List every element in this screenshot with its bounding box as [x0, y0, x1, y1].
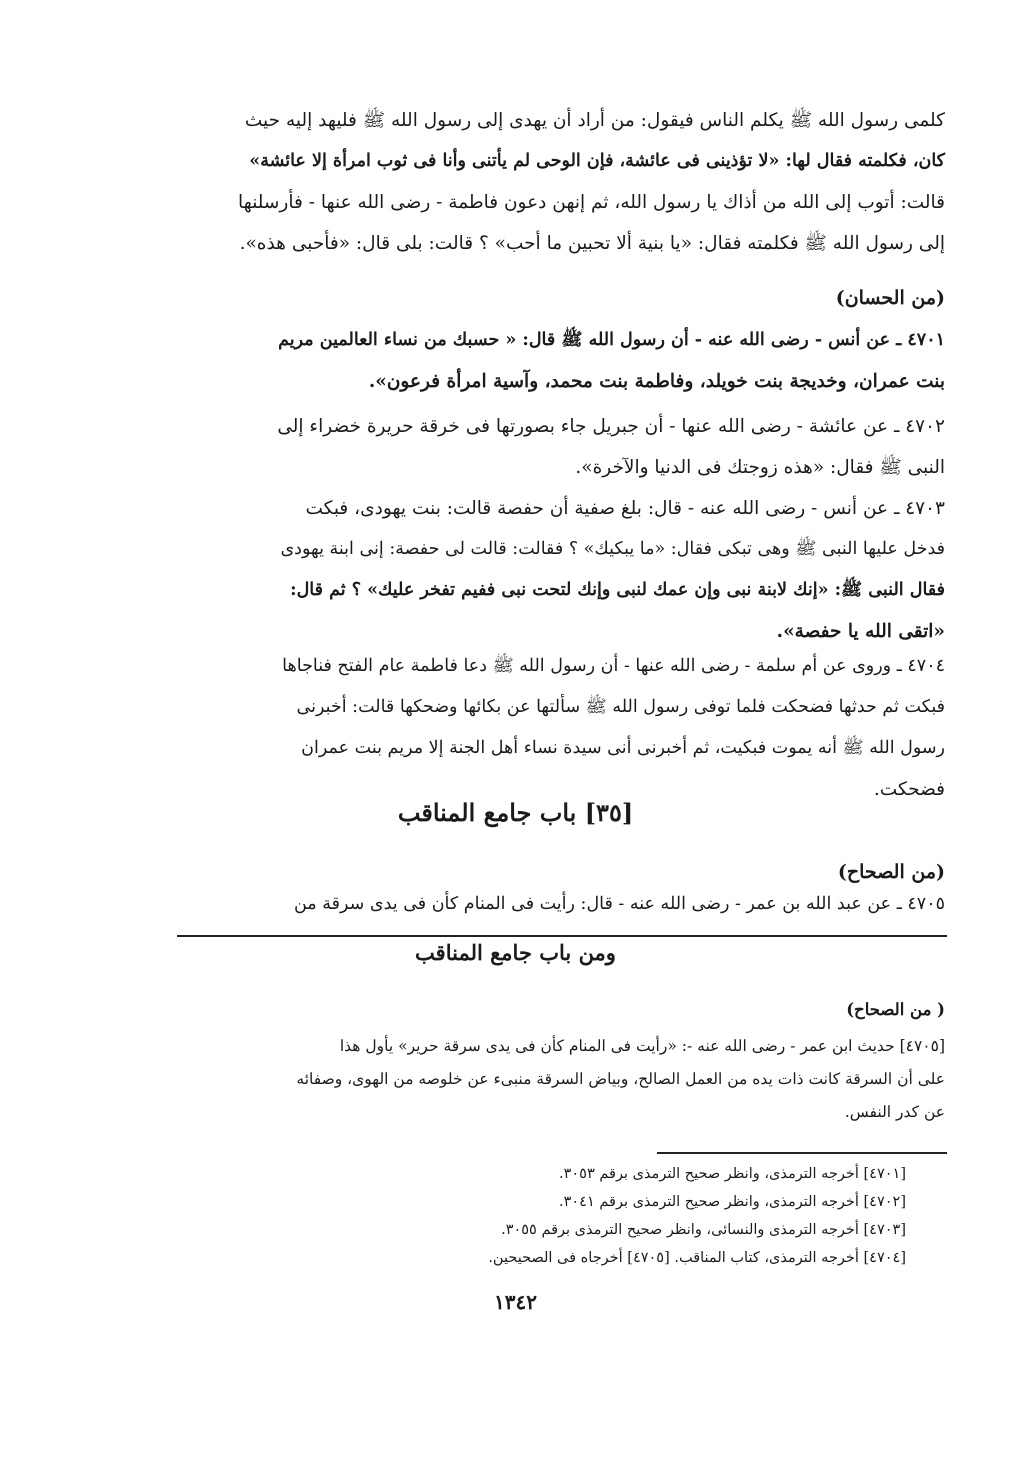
text-line: ٤٧٠٤ ـ وروى عن أم سلمة - رضى الله عنها - أن رسول الله ﷺ دعا فاطمة عام الفتح فناجاها: [282, 656, 945, 676]
commentary: [185, 1030, 945, 1129]
footnote: [٤٧٠٢] أخرجه الترمذى، وانظر صحيح الترمذى برقم ٣٠٤١.: [558, 1194, 906, 1210]
text-line: على أن السرقة كانت ذات يده من العمل الصالح، وبياض السرقة منبىء عن خلوصه من الهوى، وصفائه: [296, 1070, 945, 1088]
hadith-4702: [185, 406, 945, 488]
commentary-sahah-label: ( من الصحاح): [846, 1000, 945, 1019]
text-line: عن كدر النفس.: [844, 1103, 945, 1121]
text-line: [٤٧٠٥] حديث ابن عمر - رضى الله عنه -: «رأيت فى المنام كأن فى يدى سرقة حرير» يأول هذا: [339, 1037, 945, 1055]
footnote-divider: [657, 1152, 947, 1154]
text-line: بنت عمران، وخديجة بنت خويلد، وفاطمة بنت محمد، وآسية امرأة فرعون».: [368, 371, 945, 392]
divider: [177, 935, 947, 937]
text-line: ٤٧٠١ ـ عن أنس - رضى الله عنه - أن رسول الله ﷺ قال: « حسبك من نساء العالمين مريم: [278, 330, 945, 350]
text-line: قالت: أتوب إلى الله من أذاك يا رسول الله، ثم إنهن دعون فاطمة - رضى الله عنها - فأرسلنها: [238, 192, 945, 213]
text-line: كلمى رسول الله ﷺ يكلم الناس فيقول: من أراد أن يهدى إلى رسول الله ﷺ فليهد إليه حيث: [244, 110, 945, 131]
text-line: ٤٧٠٥ ـ عن عبد الله بن عمر - رضى الله عنه - قال: رأيت فى المنام كأن فى يدى سرقة من: [293, 894, 945, 914]
section-hasan-label: (من الحسان): [835, 287, 945, 309]
text-line: ٤٧٠٢ ـ عن عائشة - رضى الله عنها - أن جبريل جاء بصورتها فى خرقة حريرة خضراء إلى: [277, 416, 945, 437]
hadith-4705: [185, 884, 945, 925]
text-line: فدخل عليها النبى ﷺ وهى تبكى فقال: «ما يبكيك» ؟ فقالت: قالت لى حفصة: إنى ابنة يهودى: [280, 539, 945, 559]
commentary-title: ومن باب جامع المناقب: [415, 940, 616, 965]
footnote: [٤٧٠١] أخرجه الترمذى، وانظر صحيح الترمذى برقم ٣٠٥٣.: [558, 1166, 906, 1182]
hadith-4704: [185, 646, 945, 810]
text-line: فبكت ثم حدثها فضحكت فلما توفى رسول الله ﷺ سألتها عن بكائها وضحكها قالت: أخبرنى: [296, 697, 945, 717]
text-line: فقال النبى ﷺ: «إنك لابنة نبى وإن عمك لنبى وإنك لتحت نبى ففيم تفخر عليك» ؟ ثم قال:: [290, 580, 945, 600]
text-line: النبى ﷺ فقال: «هذه زوجتك فى الدنيا والآخرة».: [575, 457, 945, 478]
hadith-4703: [185, 488, 945, 652]
section-label: [185, 990, 945, 1030]
text-line: كان، فكلمته فقال لها: «لا تؤذينى فى عائشة، فإن الوحى لم يأتنى وأنا فى ثوب امرأة إلا عائشة»: [249, 151, 945, 171]
text-line: رسول الله ﷺ أنه يموت فبكيت، ثم أخبرنى أنى سيدة نساء أهل الجنة إلا مريم بنت عمران: [301, 738, 945, 758]
text-line: ٤٧٠٣ ـ عن أنس - رضى الله عنه - قال: بلغ صفية أن حفصة قالت: بنت يهودى، فبكت: [305, 498, 945, 519]
footnote: [٤٧٠٤] أخرجه الترمذى، كتاب المناقب. [٤٧٠٥] أخرجاه فى الصحيحين.: [488, 1250, 906, 1266]
section-label: [185, 278, 945, 318]
text-line: فضحكت.: [873, 779, 945, 800]
text-line: إلى رسول الله ﷺ فكلمته فقال: «يا بنية ألا تحبين ما أحب» ؟ قالت: بلى قال: «فأحبى هذه».: [239, 233, 945, 254]
page-number: ١٣٤٢: [494, 1290, 537, 1314]
section-sahah-label: (من الصحاح): [837, 861, 945, 883]
text-line: «اتقى الله يا حفصة».: [776, 621, 945, 642]
hadith-4701: [185, 320, 945, 402]
top-paragraph: [185, 100, 945, 264]
footnote: [٤٧٠٣] أخرجه الترمذى والنسائى، وانظر صحيح الترمذى برقم ٣٠٥٥.: [501, 1222, 906, 1238]
chapter-title: [٣٥] باب جامع المناقب: [397, 798, 634, 827]
